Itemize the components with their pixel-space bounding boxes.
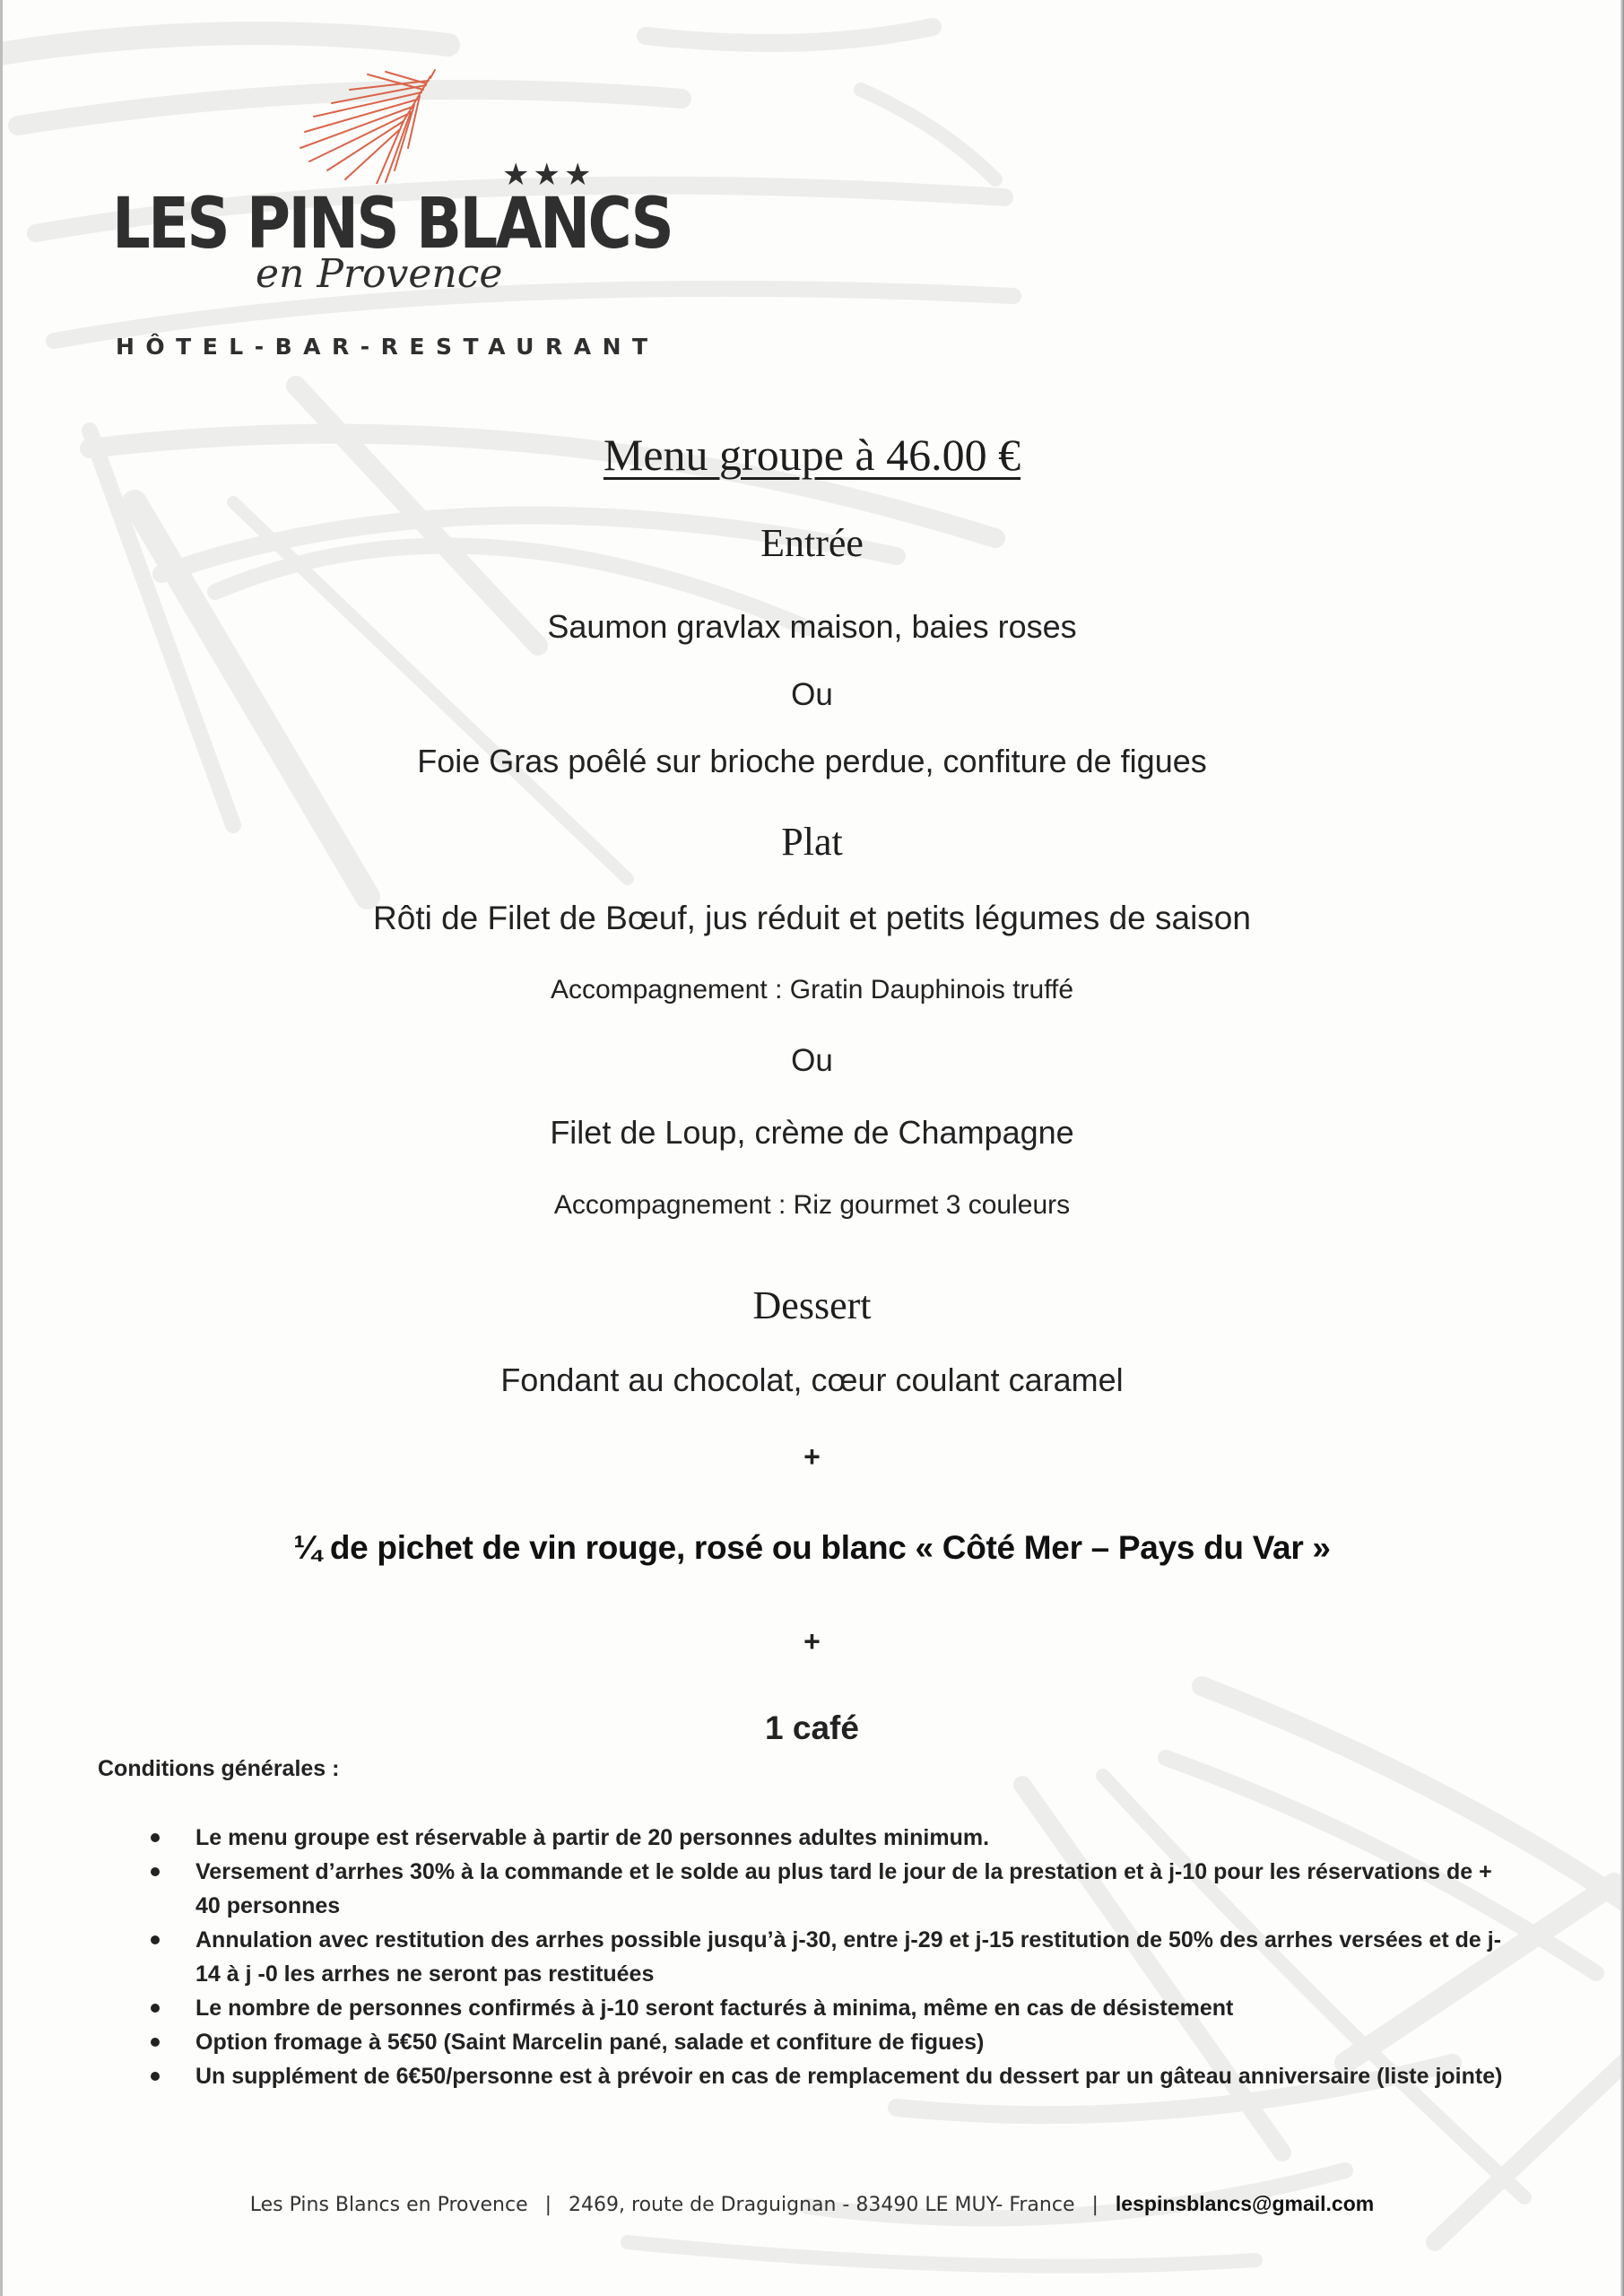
dish-item: Filet de Loup, crème de Champagne <box>550 1114 1074 1151</box>
side-dish: Accompagnement : Gratin Dauphinois truffé <box>550 975 1074 1004</box>
condition-item: Annulation avec restitution des arrhes possible jusqu’à j-30, entre j-29 et j-15 restitution de 50% des arrhes versées et de j-14 à j -0 les arrhes ne seront pas restituées <box>195 1923 1541 1991</box>
footer-contact <box>0 2192 1624 2216</box>
bullet-icon <box>151 2004 160 2013</box>
side-dish: Accompagnement : Riz gourmet 3 couleurs <box>553 1190 1071 1220</box>
bullet-icon <box>151 2038 160 2047</box>
hotel-logo <box>112 67 673 372</box>
bullet-icon <box>151 1935 160 1944</box>
plus-sign: + <box>803 1440 821 1473</box>
footer-separator: | <box>544 2194 552 2216</box>
dish-item: Saumon gravlax maison, baies roses <box>547 608 1077 645</box>
condition-item: Le nombre de personnes confirmés à j-10 seront facturés à minima, même en cas de désistement <box>195 1991 1541 2025</box>
footer-separator: | <box>1091 2194 1099 2216</box>
bullet-icon <box>151 2072 160 2081</box>
course-heading-plat: Plat <box>781 820 843 864</box>
course-heading-entree: Entrée <box>760 521 864 565</box>
dish-item: Foie Gras poêlé sur brioche perdue, confiture de figues <box>417 743 1207 779</box>
condition-item: Un supplément de 6€50/personne est à prévoir en cas de remplacement du dessert par un gâteau anniversaire (liste jointe) <box>195 2059 1541 2093</box>
condition-item: Option fromage à 5€50 (Saint Marcelin pané, salade et confiture de figues) <box>195 2025 1541 2059</box>
conditions-list <box>195 1821 1541 2093</box>
menu-title: Menu groupe à 46.00 € <box>603 430 1021 480</box>
footer-business-name: Les Pins Blancs en Provence <box>249 2194 528 2216</box>
plus-sign: + <box>803 1625 821 1657</box>
condition-item: Le menu groupe est réservable à partir de 20 personnes adultes minimum. <box>195 1821 1541 1855</box>
dish-item: Fondant au chocolat, cœur coulant caramel <box>500 1361 1124 1398</box>
dish-item: Rôti de Filet de Bœuf, jus réduit et petits légumes de saison <box>373 900 1251 936</box>
pine-branch-icon <box>296 67 439 184</box>
conditions-heading: Conditions générales : <box>98 1756 340 1781</box>
brand-tagline: en Provence <box>256 251 503 297</box>
course-heading-dessert: Dessert <box>752 1283 872 1327</box>
wine-included: ¼ de pichet de vin rouge, rosé ou blanc « Côté Mer – Pays du Var » <box>293 1529 1331 1566</box>
brand-subtitle: HÔTEL-BAR-RESTAURANT <box>116 334 659 360</box>
bullet-icon <box>151 1833 160 1842</box>
footer-address: 2469, route de Draguignan - 83490 LE MUY- France <box>569 2194 1075 2216</box>
footer-email-link[interactable]: lespinsblancs@gmail.com <box>1115 2192 1375 2215</box>
or-separator: Ou <box>791 1043 833 1078</box>
condition-item: Versement d’arrhes 30% à la commande et le solde au plus tard le jour de la prestation et à j-10 pour les réservations de + 40 personnes <box>195 1855 1541 1923</box>
or-separator: Ou <box>791 677 833 712</box>
brand-name: LES PINS BLANCS <box>112 184 673 265</box>
star-rating: ★★★ <box>502 158 595 192</box>
coffee-included: 1 café <box>765 1709 859 1746</box>
bullet-icon <box>151 1867 160 1876</box>
